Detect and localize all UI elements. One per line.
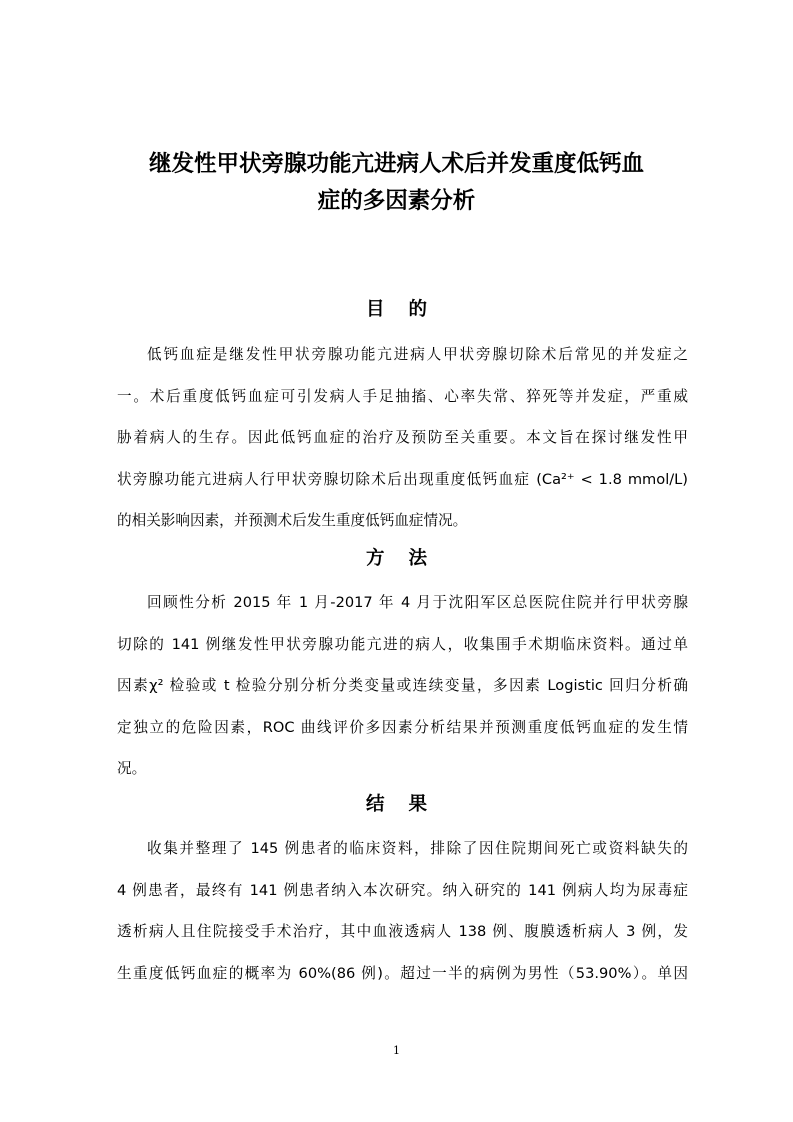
section-body-objective (117, 334, 688, 542)
paragraph-line: 因素χ² 检验或 t 检验分别分析分类变量或连续变量，多因素 Logistic 回归分析确 (117, 677, 688, 695)
paragraph-line: 回顾性分析 2015 年 1 月-2017 年 4 月于沈阳军区总医院住院并行甲状旁腺 (147, 594, 688, 611)
paragraph-line: 4 例患者，最终有 141 例患者纳入本次研究。纳入研究的 141 例病人均为尿毒症 (117, 881, 688, 899)
paragraph-line: 生重度低钙血症的概率为 60%(86 例)。超过一半的病例为男性（53.90%）。单因 (117, 964, 688, 982)
section-heading-objective: 目的 (365, 299, 451, 320)
paragraph-line: 透析病人且住院接受手术治疗，其中血液透病人 138 例、腹膜透析病人 3 例，发 (117, 923, 688, 941)
title-line-2: 症的多因素分析 (317, 188, 476, 214)
paragraph-line: 定独立的危险因素，ROC 曲线评价多因素分析结果并预测重度低钙血症的发生情 (117, 718, 688, 736)
page-number: 1 (393, 1044, 400, 1057)
paragraph-line: 况。 (117, 760, 147, 778)
paragraph-line: 状旁腺功能亢进病人行甲状旁腺切除术后出现重度低钙血症 (Ca²⁺ < 1.8 mmol/L) (117, 470, 688, 488)
title-line-1: 继发性甲状旁腺功能亢进病人术后并发重度低钙血 (148, 151, 644, 177)
paragraph-line: 胁着病人的生存。因此低钙血症的治疗及预防至关重要。本文旨在探讨继发性甲 (117, 429, 688, 447)
section-body-methods (117, 582, 688, 790)
section-heading-results: 结果 (365, 794, 451, 815)
section-heading-methods: 方法 (365, 548, 451, 569)
paragraph-line: 切除的 141 例继发性甲状旁腺功能亢进的病人，收集围手术期临床资料。通过单 (117, 635, 688, 653)
paragraph-line: 收集并整理了 145 例患者的临床资料，排除了因住院期间死亡或资料缺失的 (147, 840, 688, 857)
paragraph-line: 的相关影响因素，并预测术后发生重度低钙血症情况。 (117, 512, 468, 530)
document-title (0, 146, 793, 220)
paragraph-line: 一。术后重度低钙血症可引发病人手足抽搐、心率失常、猝死等并发症，严重威 (117, 387, 688, 405)
section-body-results (117, 828, 688, 994)
paragraph-line: 低钙血症是继发性甲状旁腺功能亢进病人甲状旁腺切除术后常见的并发症之 (147, 346, 688, 363)
